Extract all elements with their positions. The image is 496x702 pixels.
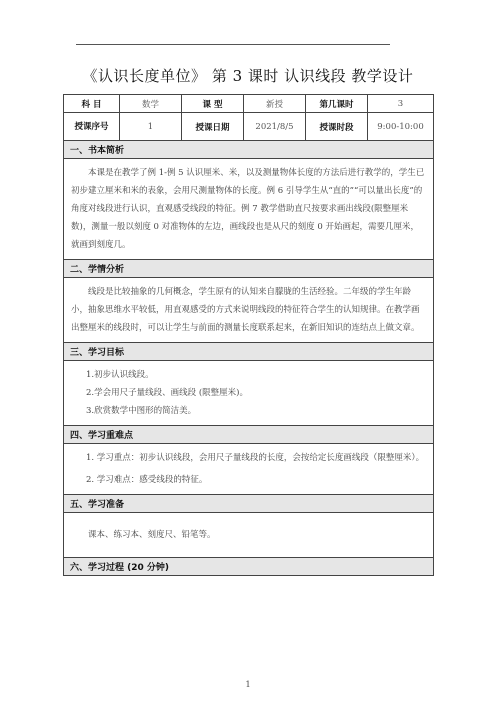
type-value: 新授 xyxy=(244,95,306,113)
section-heading-2: 二、学情分析 xyxy=(64,260,434,278)
section-text-1: 本课是在教学了例 1-例 5 认识厘米、米，以及测量物体长度的方法后进行教学的，学生已初步建立厘米和米的表象，会用尺测量物体的长度。例 6 引导学生从“直的”“可以量出长度”的角度对线段进行认识，直观感受线段的特征。例 7 教学借助直尺按要求画出线段(限整厘米数)，测量一般以刻度 0 对准物体的左边，画线段也是从尺的刻度 0 开始画起，需要几厘米，就画到刻度几。 xyxy=(71,168,425,250)
info-row-2 xyxy=(64,113,434,141)
header-rule xyxy=(76,44,390,45)
subject-value: 数学 xyxy=(120,95,182,113)
seq-value: 1 xyxy=(120,113,182,141)
time-value: 9:00-10:00 xyxy=(368,113,434,141)
goal-item: 2.学会用尺子量线段、画线段 (限整厘米)。 xyxy=(86,388,248,398)
section-text-5: 课本、练习本、刻度尺、铅笔等。 xyxy=(88,530,216,540)
document-title: 《认识长度单位》 第 3 课时 认识线段 教学设计 xyxy=(82,67,414,85)
section-heading-1: 一、书本简析 xyxy=(64,141,434,159)
goal-item: 3.欣赏数学中图形的简洁美。 xyxy=(86,406,197,416)
section-body-2 xyxy=(64,278,434,343)
section-heading-4: 四、学习重难点 xyxy=(64,426,434,444)
section-heading-3: 三、学习目标 xyxy=(64,343,434,361)
section-text-2: 线段是比较抽象的几何概念，学生原有的认知来自朦胧的生活经验。二年级的学生年龄小，抽象思维水平较低，用直观感受的方式来说明线段的特征符合学生的认知规律。在教学画出整厘米的线段时，可以让学生与前面的测量长度联系起来，在新旧知识的连结点上做文章。 xyxy=(71,287,420,333)
section-body-1 xyxy=(64,159,434,260)
lesson-plan-table xyxy=(63,94,434,576)
key-point-item: 1. 学习重点：初步认识线段，会用尺子量线段的长度，会按给定长度画线段（限整厘米）。 xyxy=(86,453,425,463)
type-label: 课 型 xyxy=(182,95,244,113)
date-value: 2021/8/5 xyxy=(244,113,306,141)
time-label: 授课时段 xyxy=(306,113,368,141)
page-number: 1 xyxy=(245,680,251,689)
section-body-3 xyxy=(64,361,434,426)
key-point-item: 2. 学习难点：感受线段的特征。 xyxy=(86,475,208,485)
lesson-no-value: 3 xyxy=(368,95,434,113)
subject-label: 科 目 xyxy=(64,95,120,113)
info-row-1 xyxy=(64,95,434,113)
section-heading-6: 六、学习过程 (20 分钟) xyxy=(64,558,434,576)
section-body-5 xyxy=(64,513,434,558)
date-label: 授课日期 xyxy=(182,113,244,141)
goal-item: 1.初步认识线段。 xyxy=(86,370,154,380)
section-heading-5: 五、学习准备 xyxy=(64,495,434,513)
section-body-4 xyxy=(64,444,434,495)
seq-label: 授课序号 xyxy=(64,113,120,141)
lesson-no-label: 第几课时 xyxy=(306,95,368,113)
